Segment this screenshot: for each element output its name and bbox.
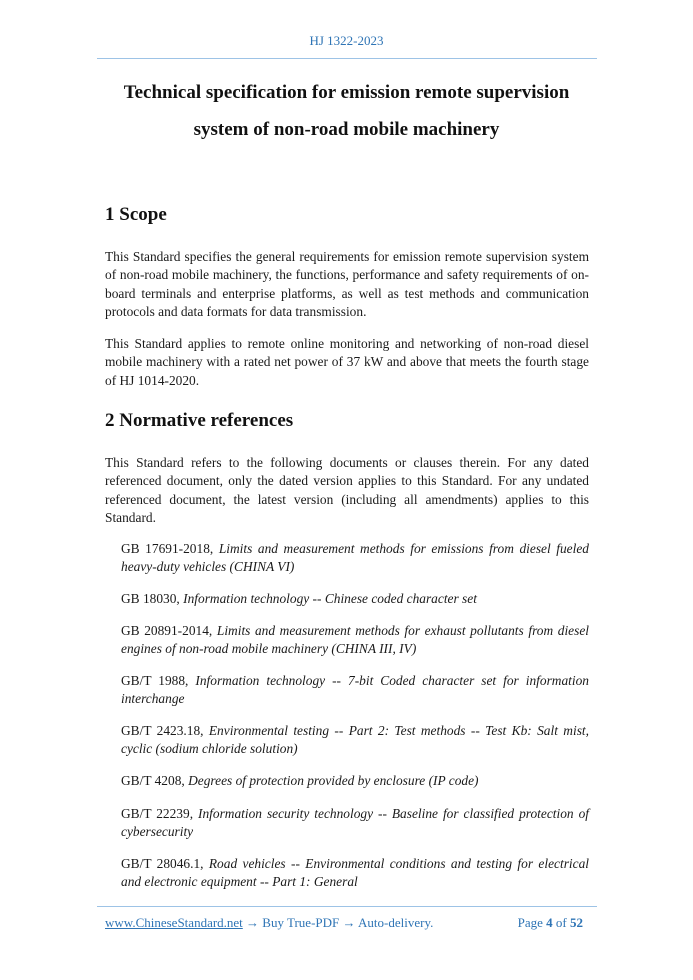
reference-item [121, 805, 589, 842]
chinesestandard-link[interactable]: www.ChineseStandard.net [105, 915, 243, 930]
buy-pdf-text: Buy True-PDF [262, 915, 340, 930]
reference-item [121, 540, 589, 577]
reference-title: Information technology -- Chinese coded character set [183, 591, 477, 606]
reference-title: Limits and measurement methods for exhaust pollutants from diesel engines of non-road mobile machinery (CHINA III, IV) [121, 623, 589, 657]
arrow-right-icon: → [342, 915, 356, 930]
page-number-indicator [518, 915, 583, 931]
normative-references-intro: This Standard refers to the following documents or clauses therein. For any dated referenced document, only the dated version applies to this Standard. For any undated referenced document, the latest version (including all amendments) applies to this Standard. [105, 455, 589, 526]
reference-title: Road vehicles -- Environmental conditions and testing for electrical and electronic equipment -- Part 1: General [121, 856, 589, 890]
reference-title: Information security technology -- Baseline for classified protection of cybersecurity [121, 806, 589, 840]
reference-title: Information technology -- 7-bit Coded character set for information interchange [121, 673, 589, 707]
scope-paragraph-2: This Standard applies to remote online monitoring and networking of non-road diesel mobile machinery with a rated net power of 37 kW and above that meets the fourth stage of HJ 1014-2020. [105, 336, 589, 388]
reference-item [121, 672, 589, 709]
reference-item [121, 590, 589, 608]
auto-delivery-text: Auto-delivery. [358, 915, 434, 930]
reference-code: GB/T 22239, [121, 806, 194, 821]
reference-code: GB 20891-2014, [121, 623, 213, 638]
header-divider [97, 58, 597, 59]
document-title-line-2: system of non-road mobile machinery [193, 119, 500, 140]
reference-title: Degrees of protection provided by enclosure (IP code) [188, 773, 479, 788]
section-heading-scope: 1 Scope [105, 204, 167, 225]
reference-code: GB 17691-2018, [121, 541, 214, 556]
reference-code: GB/T 1988, [121, 673, 189, 688]
reference-title: Limits and measurement methods for emissions from diesel fueled heavy-duty vehicles (CHINA VI) [121, 541, 589, 575]
of-label: of [555, 915, 567, 930]
scope-paragraph-1: This Standard specifies the general requirements for emission remote supervision system of non-road mobile machinery, the functions, performance and safety requirements of on-board terminals and enterprise platforms, as well as test methods and communication protocols and data formats for data transmission. [105, 249, 589, 320]
reference-code: GB/T 4208, [121, 773, 185, 788]
reference-item [121, 855, 589, 892]
current-page-number: 4 [546, 915, 553, 930]
total-page-count: 52 [570, 915, 583, 930]
document-code-header: HJ 1322-2023 [309, 33, 384, 48]
reference-title: Environmental testing -- Part 2: Test methods -- Test Kb: Salt mist, cyclic (sodium chloride solution) [121, 723, 589, 757]
reference-code: GB/T 28046.1, [121, 856, 204, 871]
reference-item [121, 622, 589, 659]
reference-item [121, 772, 589, 790]
document-title-line-1: Technical specification for emission remote supervision [123, 82, 570, 103]
reference-code: GB/T 2423.18, [121, 723, 204, 738]
reference-code: GB 18030, [121, 591, 180, 606]
section-heading-normative-references: 2 Normative references [105, 410, 294, 431]
page-label: Page [517, 915, 543, 930]
arrow-right-icon: → [246, 915, 260, 930]
reference-item [121, 722, 589, 759]
footer-divider [97, 906, 597, 907]
footer-promo [105, 915, 433, 931]
